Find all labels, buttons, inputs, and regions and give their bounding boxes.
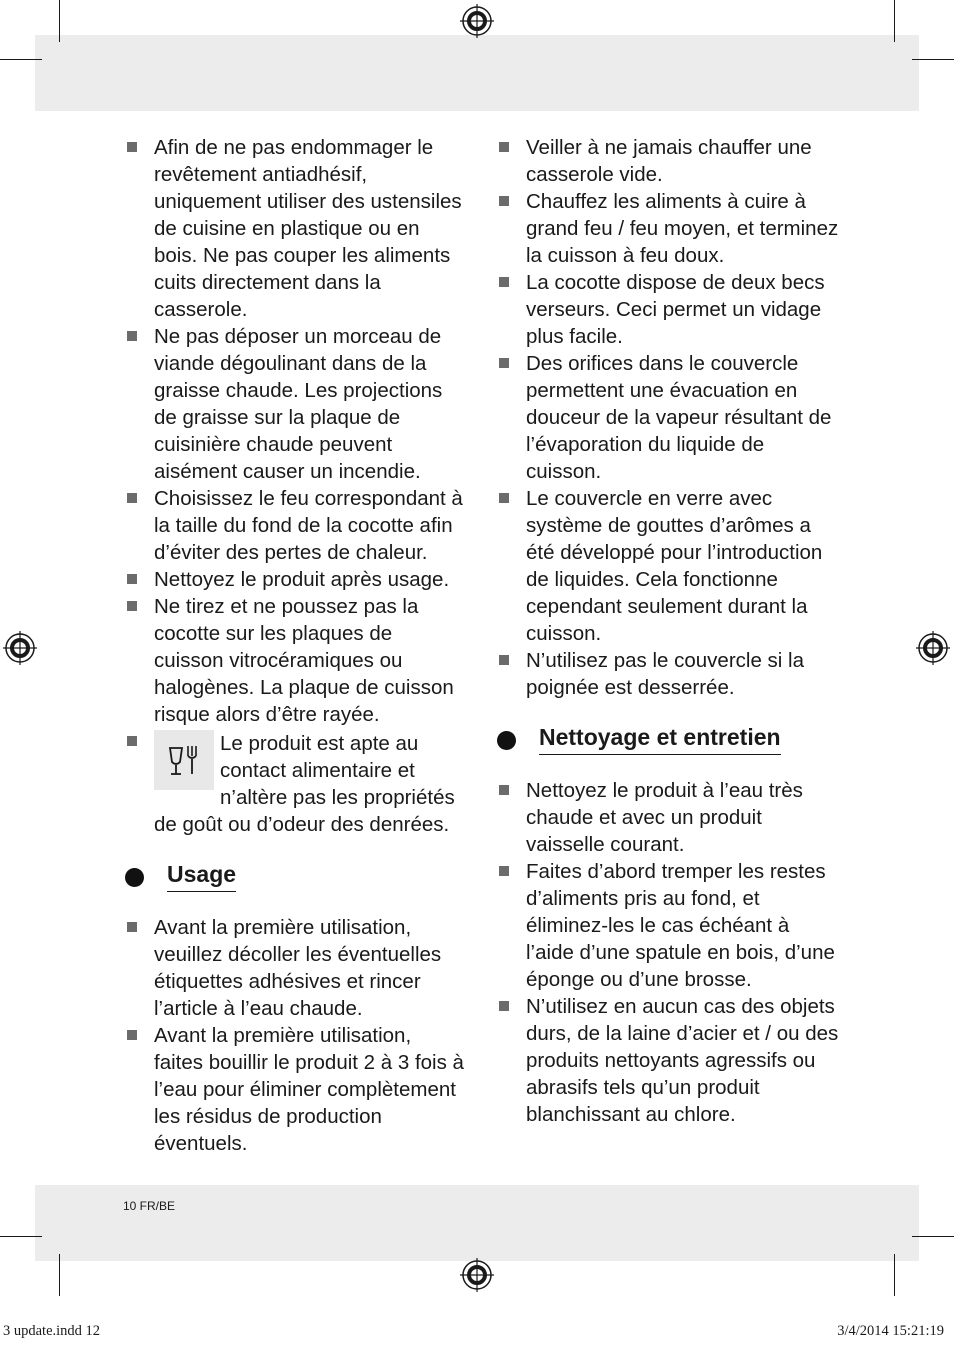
list-item: Ne tirez et ne poussez pas la cocotte sur les plaques de cuisson vitrocéramiques ou halogènes. La plaque de cuisson risque alors d’être rayée. — [125, 593, 465, 728]
footer-band — [35, 1185, 919, 1261]
header-band — [35, 35, 919, 111]
left-column — [125, 134, 465, 1157]
cooking-list — [497, 134, 842, 701]
slug-filename: 3 update.indd 12 — [3, 1323, 101, 1339]
list-item: Ne pas déposer un morceau de viande dégoulinant dans de la graisse chaude. Les projections de graisse sur la plaque de cuisinière chaude peuvent aisément causer un incendie. — [125, 323, 465, 485]
page-number-label: 10 FR/BE — [123, 1199, 176, 1213]
food-safe-text: Le produit est apte au contact alimentaire et n’altère pas les propriétés de goût ou d’odeur des denrées. — [154, 732, 455, 836]
crop-mark — [0, 59, 42, 60]
crop-mark — [0, 1236, 42, 1237]
crop-mark — [894, 0, 895, 42]
registration-mark-icon — [916, 631, 950, 665]
registration-mark-icon — [460, 1258, 494, 1292]
crop-mark — [59, 0, 60, 42]
section-dot-icon — [125, 868, 144, 887]
usage-section-heading — [125, 860, 465, 894]
registration-mark-icon — [460, 4, 494, 38]
list-item: Faites d’abord tremper les restes d’aliments pris au fond, et éliminez-les le cas échéant à l’aide d’une spatule en bois, d’une éponge ou d’une brosse. — [497, 858, 842, 993]
crop-mark — [912, 59, 954, 60]
list-item: Choisissez le feu correspondant à la taille du fond de la cocotte afin d’éviter des pertes de chaleur. — [125, 485, 465, 566]
section-dot-icon — [497, 731, 516, 750]
list-item: Afin de ne pas endommager le revêtement antiadhésif, uniquement utiliser des ustensiles de cuisine en plastique ou en bois. Ne pas couper les aliments cuits directement dans la casserole. — [125, 134, 465, 323]
usage-list — [125, 914, 465, 1157]
food-safe-glass-fork-icon — [154, 730, 214, 790]
list-item: Nettoyez le produit à l’eau très chaude et avec un produit vaisselle courant. — [497, 777, 842, 858]
list-item: Avant la première utilisation, veuillez décoller les éventuelles étiquettes adhésives et rincer l’article à l’eau chaude. — [125, 914, 465, 1022]
slug-datetime: 3/4/2014 15:21:19 — [837, 1323, 944, 1339]
list-item: La cocotte dispose de deux becs verseurs. Ceci permet un vidage plus facile. — [497, 269, 842, 350]
safety-list — [125, 134, 465, 838]
list-item: Des orifices dans le couvercle permettent une évacuation en douceur de la vapeur résultant de l’évaporation du liquide de cuisson. — [497, 350, 842, 485]
list-item: Avant la première utilisation, faites bouillir le produit 2 à 3 fois à l’eau pour éliminer complètement les résidus de production éventuels. — [125, 1022, 465, 1157]
crop-mark — [59, 1254, 60, 1296]
section-title: Nettoyage et entretien — [539, 723, 781, 755]
cleaning-list — [497, 777, 842, 1128]
list-item: Veiller à ne jamais chauffer une casserole vide. — [497, 134, 842, 188]
section-title: Usage — [167, 860, 236, 892]
food-safe-item — [125, 728, 465, 838]
list-item: N’utilisez en aucun cas des objets durs, de la laine d’acier et / ou des produits nettoyants agressifs ou abrasifs tels qu’un produit blanchissant au chlore. — [497, 993, 842, 1128]
list-item: Chauffez les aliments à cuire à grand feu / feu moyen, et terminez la cuisson à feu doux. — [497, 188, 842, 269]
list-item: Le couvercle en verre avec système de gouttes d’arômes a été développé pour l’introduction de liquides. Cela fonctionne cependant seulement durant la cuisson. — [497, 485, 842, 647]
crop-mark — [894, 1254, 895, 1296]
right-column — [497, 134, 842, 1128]
cleaning-section-heading — [497, 723, 842, 757]
crop-mark — [912, 1236, 954, 1237]
list-item: Nettoyez le produit après usage. — [125, 566, 465, 593]
list-item: N’utilisez pas le couvercle si la poignée est desserrée. — [497, 647, 842, 701]
registration-mark-icon — [3, 631, 37, 665]
